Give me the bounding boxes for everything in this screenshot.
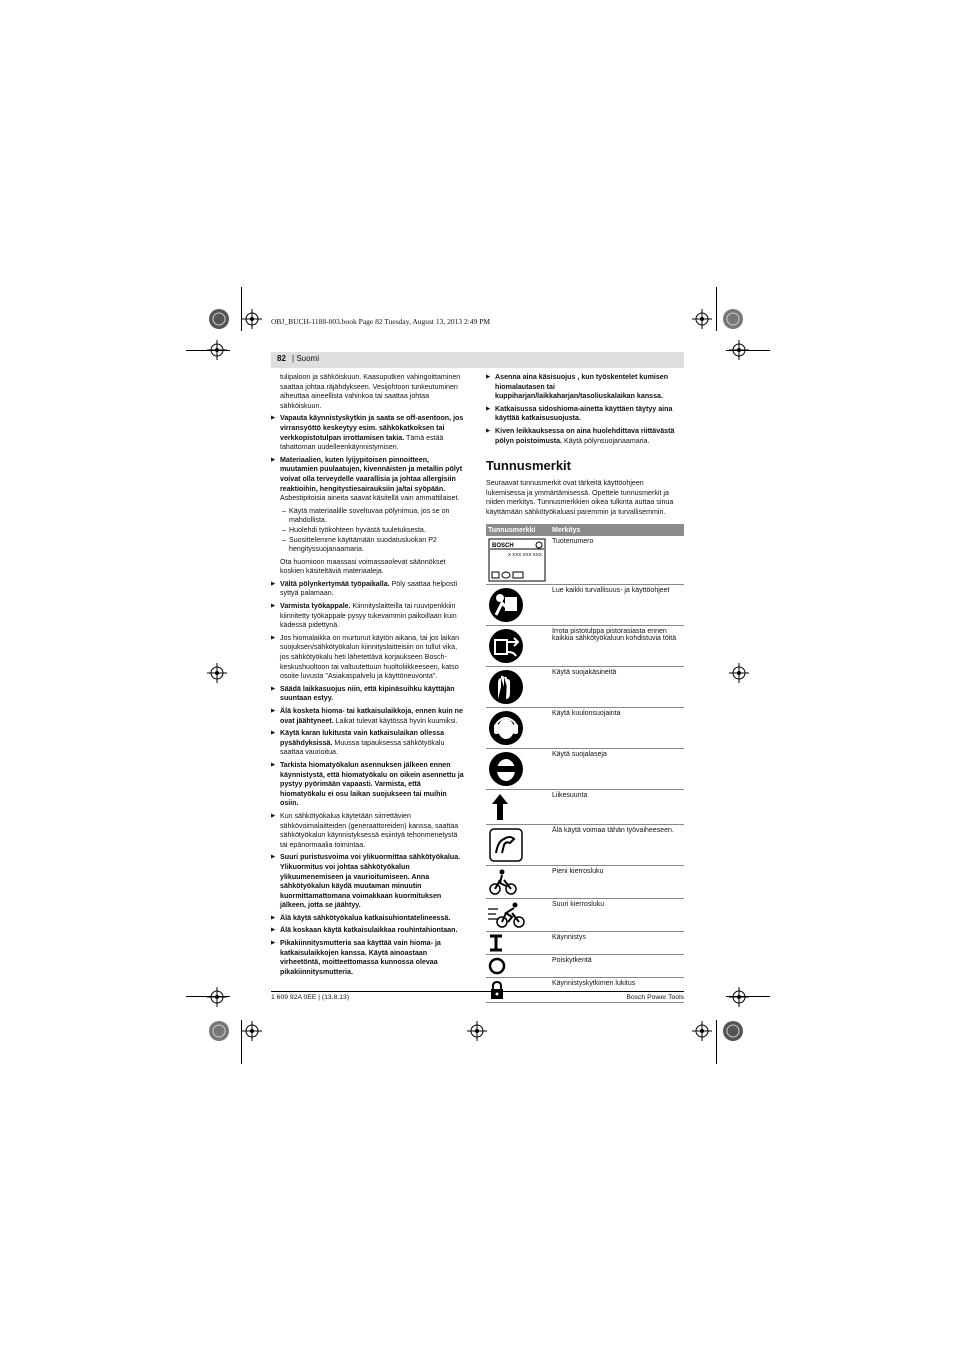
bullet-item (271, 707, 466, 726)
bullet-bold: Vapauta käynnistyskytkin ja saata se off-asentoon, jos virransyöttö keskeytyy esim. sähkökatkoksen tai verkkopistotulpan irrottamisen takia. (280, 414, 464, 442)
bullet-bold: Suuri puristusvoima voi ylikuormittaa sähkötyökalua. Ylikuormitus voi johtaa sähkötyökalun ylikuumenemiseen ja vaurioitumiseen. Anna sähkötyökalun käydä muutaman minuutin kuormittamattomana voimakkaan kuormituksen jälkeen, jotta se jäähtyy. (280, 853, 461, 910)
meaning-cell: Tuotenumero (550, 536, 684, 585)
crosshair-mark (207, 663, 227, 683)
bullet-item (271, 914, 466, 924)
bullet-bold: Pikakiinnitysmutteria saa käyttää vain hioma- ja katkaisulaikkojen kanssa. Käytä ainoastaan virheetöntä, moitteettomassa kunnossa olevaa pikakiinnitysmutteria. (280, 939, 441, 976)
registration-mark (722, 1020, 744, 1042)
dash-list (271, 507, 466, 555)
table-row (486, 866, 684, 899)
nameplate-number: X XXX XXX XXX (508, 552, 542, 557)
bullet-item (486, 405, 684, 424)
meaning-cell: Liikesuunta (550, 790, 684, 825)
off-icon (488, 957, 506, 975)
on-icon (488, 934, 506, 952)
crop-mark (716, 287, 717, 331)
section-label: Suomi (296, 354, 319, 363)
meaning-cell: Käytä suojalaseja (550, 749, 684, 790)
table-row (486, 749, 684, 790)
symbol-cell (486, 978, 550, 1003)
crosshair-mark (692, 309, 712, 329)
meaning-cell: Käynnistys (550, 932, 684, 955)
bullet-item (271, 939, 466, 977)
no-force-icon (488, 827, 524, 863)
bullet-item (271, 761, 466, 809)
bullet-bold: Tarkista hiomatyökalun asennuksen jälkeen ennen käynnistystä, että hiomatyökalu on oikein asennettu ja pystyy pyörimään vapaasti. Varmista, että hiomatyökalu ei osu laikan suojukseen tai muihin osiin. (280, 760, 464, 808)
page-number: 82 (277, 354, 286, 363)
crosshair-mark (242, 1021, 262, 1041)
symbol-cell (486, 667, 550, 708)
table-row (486, 899, 684, 932)
crosshair-mark (692, 1021, 712, 1041)
meaning-cell: Irrota pistotulppa pistorasiasta ennen kaikkia sähkötyökaluun kohdistuvia töitä (550, 626, 684, 667)
symbol-cell (486, 899, 550, 932)
bullet-text: Kiinnityslaitteilla tai ruuvipenkkiin kiinnitetty työkappale pysyy tukevammin paikoillaan kuin kädessä pidettynä. (280, 602, 457, 630)
col-meaning-header: Merkitys (550, 524, 684, 536)
crop-mark (716, 1020, 717, 1064)
fast-cyclist-icon (488, 901, 526, 929)
read-manual-icon (488, 587, 524, 623)
goggles-icon (488, 751, 524, 787)
bullet-item (271, 456, 466, 504)
bullet-item (271, 634, 466, 682)
crosshair-mark (242, 309, 262, 329)
table-row (486, 825, 684, 866)
footer-rule (271, 991, 684, 992)
symbol-cell (486, 585, 550, 626)
intro-paragraph: Seuraavat tunnusmerkit ovat tärkeitä käyttöohjeen lukemisessa ja ymmärtämisessä. Opettele tunnusmerkit ja niiden merkitys. Tunnusmerkkien oikea tulkinta auttaa sinua käyttämään sähkötyökaluasi paremmin ja turvallisemmin. (486, 479, 674, 516)
registration-mark (722, 308, 744, 330)
bullet-item (271, 685, 466, 704)
table-header (486, 524, 684, 536)
bullet-bold: Säädä laikkasuojus niin, että kipinäsuihku käyttäjän suuntaan estyy. (280, 684, 455, 703)
print-meta-line: OBJ_BUCH-1188-003.book Page 82 Tuesday, August 13, 2013 2:49 PM (271, 317, 491, 326)
table-row (486, 932, 684, 955)
symbol-cell (486, 790, 550, 825)
table-row (486, 667, 684, 708)
meaning-cell: Lue kaikki turvallisuus- ja käyttöohjeet (550, 585, 684, 626)
bullet-text: Käytä pölynsuojanaamaria. (562, 436, 650, 445)
bullet-item (271, 580, 466, 599)
bullet-text: Laikat tulevat käytössä hyvin kuumiksi. (333, 716, 458, 725)
section-heading: Tunnusmerkit (486, 458, 571, 473)
crosshair-mark (207, 987, 227, 1007)
bullet-item (271, 602, 466, 631)
bullet-bold: Varmista työkappale. (280, 602, 351, 611)
crosshair-mark (207, 340, 227, 360)
bullet-bold: Materiaalien, kuten lyijypitoisen pinnoitteen, muutamien puulaatujen, kivennäisten ja metallin pölyt voivat olla terveydelle vaarallisia ja johtaa allergisiin reaktioihin, hengitystiesairauksiin ja/tai syöpään. (280, 455, 463, 493)
symbol-table (486, 524, 684, 1003)
bullet-bold: Älä kosketa hioma- tai katkaisulaikkoja, ennen kuin ne ovat jäähtyneet. (280, 707, 463, 725)
bullet-bold: Käytä karan lukitusta vain katkaisulaikan ollessa pysähdyksissä. (280, 729, 445, 747)
bullet-text: Kun sähkötyökalua käytetään siirrettävien sähkövoimalaitteiden (generaattoreiden) kanssa, saattaa sähkötyökalun käynnistyksessä esiintyä tehonmenetystä tai epänormaalia toimintaa. (280, 811, 459, 849)
symbol-cell (486, 955, 550, 978)
left-column (271, 373, 466, 980)
meaning-cell: Käynnistyskytkimen lukitus (550, 978, 684, 1003)
paragraph: Ota huomioon maassasi voimassaolevat säännökset koskien käsiteltäviä materiaaleja. (280, 557, 446, 576)
slow-cyclist-icon (488, 868, 518, 896)
crosshair-mark (729, 987, 749, 1007)
meaning-cell: Suuri kierrosluku (550, 899, 684, 932)
dash-item: – Käytä materiaalille soveltuvaa pölynimua, jos se on mahdollista. (280, 507, 466, 526)
meaning-cell: Poiskytkentä (550, 955, 684, 978)
dash-item: – Huolehdi työkohteen hyvästä tuuletuksesta. (280, 526, 466, 536)
bullet-item (486, 373, 684, 402)
symbol-cell (486, 536, 550, 585)
lock-icon (488, 980, 506, 1000)
meaning-cell: Käytä kuulonsuojainta (550, 708, 684, 749)
crosshair-mark (729, 663, 749, 683)
footer-brand: Bosch Power Tools (626, 994, 684, 1001)
crosshair-mark (467, 1021, 487, 1041)
registration-mark (208, 1020, 230, 1042)
bullet-text: Jos hiomalaikka on murtunut käytön aikana, tai jos laikan suojuksen/sähkötyökalun kiinnityslaitteisiin on tullut vika, jos sähkötyökalu heti lähetettävä korjaukseen Bosch-keskushuoltoon tai valtuutettuun huoltoliikkeeseen, katso osoite luvusta "Asiakaspalvelu ja käyttöneuvonta". (280, 633, 460, 681)
dash-item: – Suosittelemme käyttämään suodatusluokan P2 hengityssuojanaamaria. (280, 536, 466, 555)
table-row (486, 626, 684, 667)
bullet-bold: Asenna aina käsisuojus , kun työskentelet kumisen hiomalautasen tai kuppiharjan/laikkaharjan/tasoliuskalaikan kanssa. (495, 373, 669, 401)
symbol-cell (486, 626, 550, 667)
symbol-cell (486, 866, 550, 899)
symbol-cell (486, 708, 550, 749)
bullet-item (271, 414, 466, 452)
col-symbol-header: Tunnusmerkki (486, 524, 550, 536)
bullet-bold: Kiven leikkauksessa on aina huolehdittava riittävästä pölyn poistoimusta. (495, 426, 675, 445)
right-column (486, 373, 684, 449)
registration-mark (208, 308, 230, 330)
arrow-up-icon (488, 792, 518, 822)
symbol-cell (486, 749, 550, 790)
bullet-bold: Vältä pölynkertymää työpaikalla. (280, 579, 390, 588)
bullet-item (271, 853, 466, 911)
unplug-icon (488, 628, 524, 664)
symbol-cell (486, 825, 550, 866)
bullet-bold: Katkaisussa sidoshioma-ainetta käyttäen täytyy aina käyttää katkaisusuojusta. (495, 404, 673, 423)
nameplate-icon (488, 538, 546, 582)
ear-protection-icon (488, 710, 524, 746)
bullet-bold: Älä koskaan käytä katkaisulaikkaa rouhintahiontaan. (280, 926, 458, 935)
table-row (486, 536, 684, 585)
symbol-cell (486, 932, 550, 955)
nameplate-brand: BOSCH (492, 543, 514, 549)
bullet-bold: Älä käytä sähkötyökalua katkaisuhiontatelineessä. (280, 913, 451, 922)
meaning-cell: Älä käytä voimaa tähän työvaiheeseen. (550, 825, 684, 866)
crosshair-mark (729, 340, 749, 360)
bullet-text: Asbestipitoisia aineita saavat käsitellä vain ammattilaiset. (280, 494, 460, 503)
table-row (486, 790, 684, 825)
bullet-text: Pöly saattaa helposti syttyä palamaan. (280, 579, 458, 598)
bullet-item (486, 427, 684, 446)
meaning-cell: Käytä suojakäsineitä (550, 667, 684, 708)
paragraph: tulipaloon ja sähköiskuun. Kaasuputken vahingoittaminen saattaa johtaa räjähdykseen. Vesijohtoon tunkeutuminen aiheuttaa aineellista vahinkoa tai saattaa johtaa sähköiskuun. (280, 373, 461, 410)
gloves-icon (488, 669, 524, 705)
section-title: | Suomi (292, 354, 319, 363)
table-row (486, 585, 684, 626)
table-row (486, 955, 684, 978)
bullet-text: Muussa tapauksessa sähkötyökalu saattaa vaurioitua. (280, 738, 445, 757)
footer-doc-number: 1 609 92A 0EE | (13.8.13) (271, 994, 350, 1001)
bullet-item (271, 812, 466, 850)
table-row (486, 708, 684, 749)
bullet-text: Tämä estää tahattoman uudelleenkäynnistymisen. (280, 433, 444, 452)
bullet-item (271, 926, 466, 936)
bullet-item (271, 729, 466, 758)
page-header (271, 352, 684, 368)
meaning-cell: Pieni kierrosluku (550, 866, 684, 899)
